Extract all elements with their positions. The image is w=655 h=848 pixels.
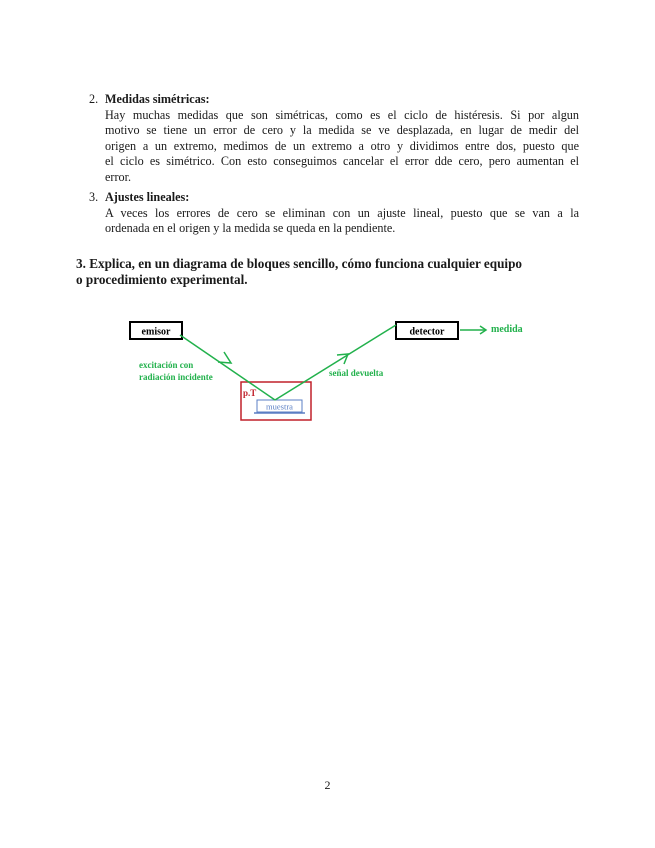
muestra-label: muestra xyxy=(266,401,293,412)
list-item-title: Medidas simétricas: xyxy=(105,92,210,106)
returned-beam xyxy=(275,325,396,400)
emisor-label: emisor xyxy=(141,326,171,338)
body-line: A veces los errores de cero se eliminan con un ajuste lineal, puesto que se van a la xyxy=(105,205,579,220)
body-line: el ciclo es simétrico. Con esto conseguimos cancelar el error dde cero, pero aumentan el xyxy=(105,154,579,168)
detector-label: detector xyxy=(409,326,445,338)
body-line: motivo se tiene un error de cero y la medida se ve desplazada, en lugar de medir del xyxy=(105,123,579,137)
incident-beam xyxy=(180,335,275,400)
question-line: o procedimiento experimental. xyxy=(76,272,248,287)
page-number: 2 xyxy=(324,778,331,792)
excitacion-label-line2: radiación incidente xyxy=(139,372,213,382)
body-line: Hay muchas medidas que son simétricas, como es el ciclo de histéresis. Si por algun xyxy=(105,107,579,122)
body-line: error. xyxy=(105,169,132,184)
question-line: 3. Explica, en un diagrama de bloques sencillo, cómo funciona cualquier equipo xyxy=(76,256,522,271)
list-item-title: Ajustes lineales: xyxy=(105,190,190,204)
senal-label: señal devuelta xyxy=(329,368,384,378)
list-number: 3. xyxy=(89,190,99,204)
body-line: origen a un extremo, medimos de un extremo a otro y dividimos entre dos, puesto que xyxy=(105,138,579,153)
medida-label: medida xyxy=(491,324,523,335)
excitacion-label-line1: excitación con xyxy=(139,360,194,370)
body-line: ordenada en el origen y la medida se queda en la pendiente. xyxy=(105,221,396,235)
list-number: 2. xyxy=(89,92,99,106)
pt-label: p.T xyxy=(243,388,257,398)
incident-arrowhead xyxy=(218,352,231,363)
